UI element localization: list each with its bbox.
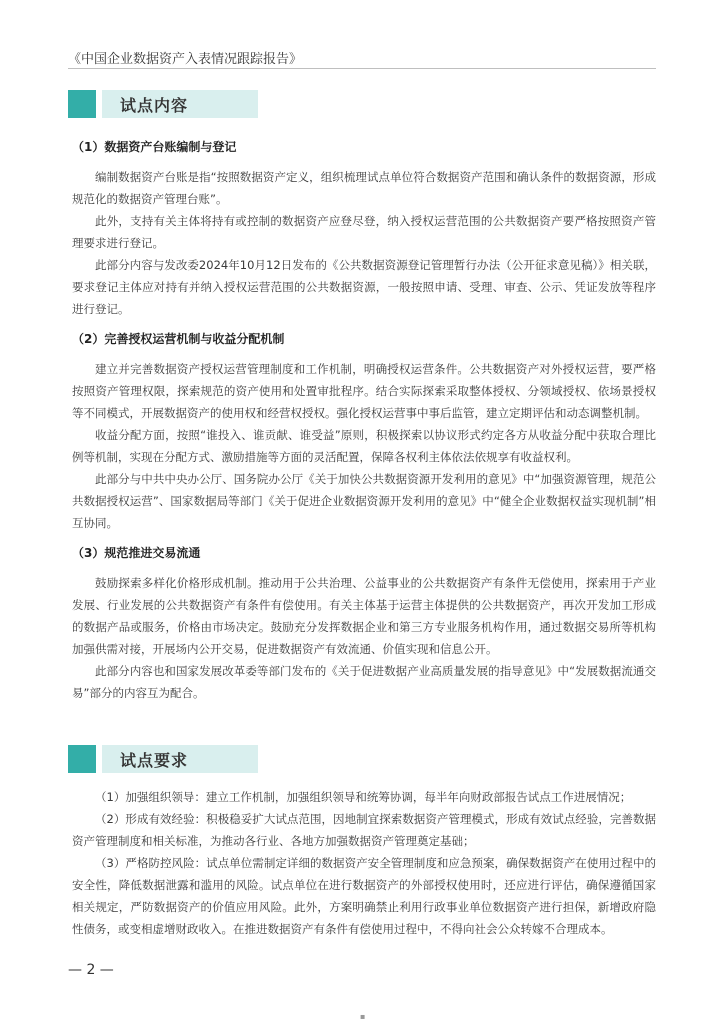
header-rule xyxy=(68,68,656,69)
subheading-trading: （3）规范推进交易流通 xyxy=(72,546,201,560)
paragraph: 此部分内容与发改委2024年10月12日发布的《公共数据资源登记管理暂行办法（公开征求意见稿）》相关联，要求登记主体应对持有并纳入授权运营范围的公共数据资源，一般按照申请、受理、审查、公示、凭证发放等程序进行登记。 xyxy=(72,258,656,316)
paragraph: 此部分内容也和国家发展改革委等部门发布的《关于促进数据产业高质量发展的指导意见》中“发展数据流通交易”部分的内容互为配合。 xyxy=(72,664,656,700)
subheading-authorization: （2）完善授权运营机制与收益分配机制 xyxy=(72,332,285,346)
paragraph: 收益分配方面，按照“谁投入、谁贡献、谁受益”原则，积极探索以协议形式约定各方从收益分配中获取合理比例等机制，实现在分配方式、激励措施等方面的灵活配置，保障各权利主体依法依规享有收益权利。 xyxy=(72,428,656,464)
section2-content xyxy=(72,786,656,940)
section-title: 试点要求 xyxy=(120,751,189,770)
running-header: 《中国企业数据资产入表情况跟踪报告》 xyxy=(68,52,303,67)
section-banner-pilot-content xyxy=(68,90,258,118)
banner-square-icon xyxy=(68,90,96,118)
paragraph: 此部分与中共中央办公厅、国务院办公厅《关于加快公共数据资源开发利用的意见》中“加强资源管理，规范公共数据授权运营”、国家数据局等部门《关于促进企业数据资源开发利用的意见》中“健全企业数据权益实现机制”相互协同。 xyxy=(72,472,656,530)
page-number: — 2 — xyxy=(68,962,114,978)
paragraph: 此外，支持有关主体将持有或控制的数据资产应登尽登，纳入授权运营范围的公共数据资产要严格按照资产管理要求进行登记。 xyxy=(72,214,656,250)
paragraph: 鼓励探索多样化价格形成机制。推动用于公共治理、公益事业的公共数据资产有条件无偿使用，探索用于产业发展、行业发展的公共数据资产有条件有偿使用。有关主体基于运营主体提供的公共数据资产，再次开发加工形成的数据产品或服务，价格由市场决定。鼓励充分发挥数据企业和第三方专业服务机构作用，通过数据交易所等机构加强供需对接，开展场内公开交易，促进数据资产有效流通、价值实现和信息公开。 xyxy=(72,576,656,656)
section-title: 试点内容 xyxy=(120,96,189,115)
section-banner-pilot-requirements xyxy=(68,745,258,773)
subheading-ledger: （1）数据资产台账编制与登记 xyxy=(72,140,237,154)
paragraph: 编制数据资产台账是指“按照数据资产定义，组织梳理试点单位符合数据资产范围和确认条件的数据资源，形成规范化的数据资产管理台账”。 xyxy=(72,170,656,206)
bottom-mark: ▪ xyxy=(360,1012,366,1021)
paragraph: （2）形成有效经验：积极稳妥扩大试点范围，因地制宜探索数据资产管理模式，形成有效试点经验，完善数据资产管理制度和相关标准，为推动各行业、各地方加强数据资产管理奠定基础； xyxy=(72,812,656,848)
section1-content xyxy=(72,132,656,704)
paragraph: （3）严格防控风险：试点单位需制定详细的数据资产安全管理制度和应急预案，确保数据资产在使用过程中的安全性，降低数据泄露和滥用的风险。试点单位在进行数据资产的外部授权使用时，还应进行评估，确保遵循国家相关规定，严防数据资产的价值应用风险。此外，方案明确禁止利用行政事业单位数据资产进行担保，新增政府隐性债务，或变相虚增财政收入。在推进数据资产有条件有偿使用过程中，不得向社会公众转嫁不合理成本。 xyxy=(72,856,656,936)
paragraph: 建立并完善数据资产授权运营管理制度和工作机制，明确授权运营条件。公共数据资产对外授权运营，要严格按照资产管理权限，探索规范的资产使用和处置审批程序。结合实际探索采取整体授权、分领域授权、依场景授权等不同模式，开展数据资产的使用权和经营权授权。强化授权运营事中事后监管，建立定期评估和动态调整机制。 xyxy=(72,362,656,420)
paragraph: （1）加强组织领导：建立工作机制，加强组织领导和统筹协调，每半年向财政部报告试点工作进展情况； xyxy=(95,790,632,804)
banner-square-icon xyxy=(68,745,96,773)
